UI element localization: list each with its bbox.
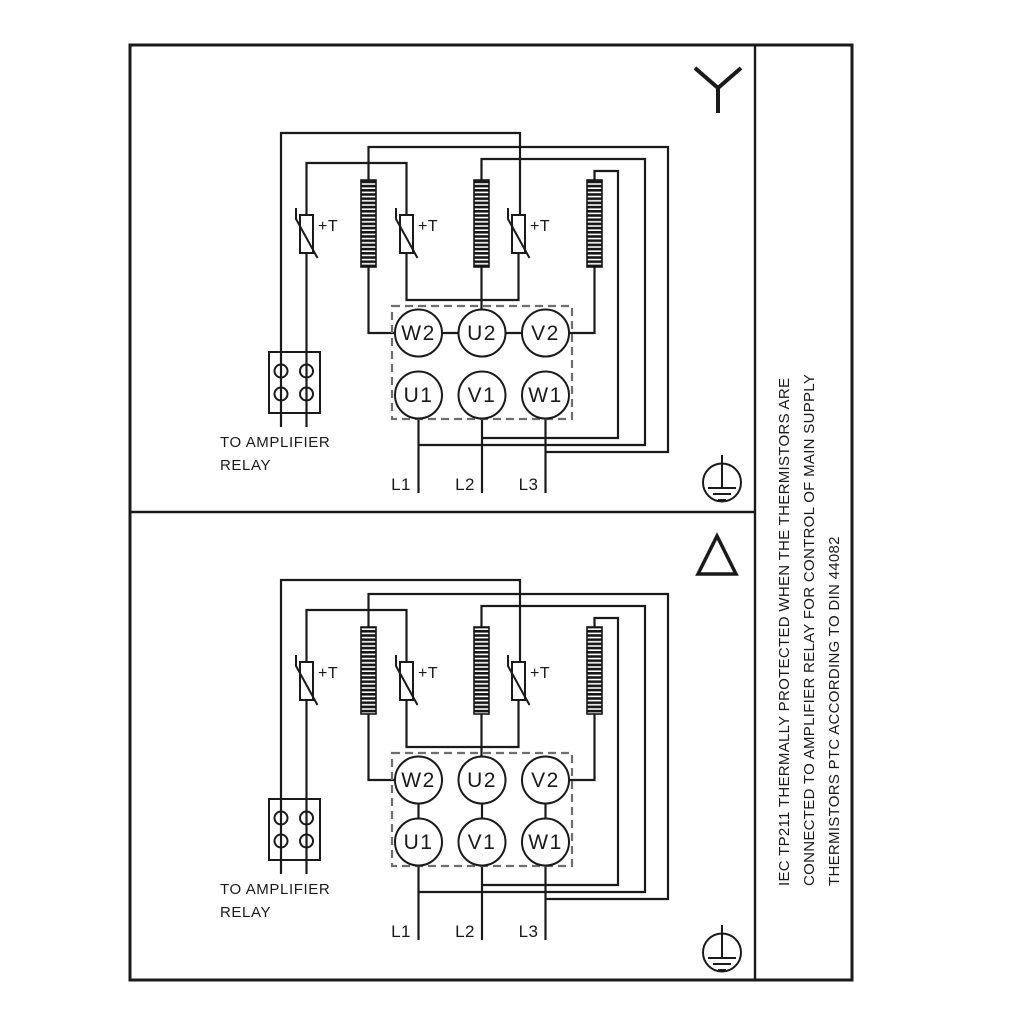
supply-line-label: L1 [391, 475, 411, 494]
thermistors [296, 208, 550, 258]
motor-winding-coils [361, 180, 602, 267]
thermistor-symbol [296, 208, 318, 258]
thermistor-label: +T [318, 665, 339, 682]
supply-line-label: L3 [518, 922, 539, 941]
side-note-line1: IEC TP211 THERMALLY PROTECTED WHEN THE THERMISTORS ARE [776, 377, 793, 886]
earth-ground-icon [703, 925, 741, 972]
thermistor-label: +T [530, 665, 551, 682]
star-connection-icon [695, 68, 741, 113]
terminal-label: W1 [528, 384, 563, 407]
terminal-label: W2 [401, 322, 436, 345]
winding-coil [587, 627, 602, 714]
winding-coil [474, 180, 489, 267]
earth-ground-icon [703, 455, 741, 502]
star-panel [220, 68, 741, 502]
terminal-label: U2 [467, 322, 497, 345]
side-note-line3: THERMISTORS PTC ACCORDING TO DIN 44082 [826, 536, 843, 886]
terminal-label: V2 [531, 322, 560, 345]
terminal-label: U1 [403, 384, 434, 407]
delta-panel [220, 536, 741, 972]
supply-line-label: L2 [455, 475, 475, 494]
terminal-label: V1 [467, 831, 497, 854]
supply-line-label: L3 [518, 475, 539, 494]
supply-line-label: L2 [455, 922, 475, 941]
thermistors [296, 655, 550, 705]
thermistor-symbol [396, 655, 418, 705]
relay-caption-line2: RELAY [220, 457, 272, 474]
thermistor-label: +T [418, 218, 439, 235]
relay-caption-line1: TO AMPLIFIER [220, 434, 331, 451]
terminal-label: W2 [401, 769, 436, 792]
relay-caption-line2: RELAY [220, 904, 272, 921]
winding-coil [361, 180, 376, 267]
thermistor-symbol [296, 655, 318, 705]
delta-bridges [419, 804, 546, 819]
terminal-label: U2 [467, 769, 497, 792]
winding-coil [474, 627, 489, 714]
supply-line-label: L1 [391, 922, 411, 941]
winding-coil [587, 180, 602, 267]
terminal-label: U1 [403, 831, 434, 854]
thermistor-label: +T [418, 665, 439, 682]
motor-winding-coils [361, 627, 602, 714]
thermistor-symbol [508, 655, 530, 705]
terminal-label: V1 [467, 384, 497, 407]
delta-connection-icon [698, 536, 736, 574]
thermistor-label: +T [530, 218, 551, 235]
terminal-label: W1 [528, 831, 563, 854]
relay-caption-line1: TO AMPLIFIER [220, 881, 331, 898]
amplifier-relay-terminals [269, 352, 320, 413]
amplifier-relay-terminals [269, 799, 320, 860]
side-note [776, 374, 843, 886]
thermistor-label: +T [318, 218, 339, 235]
side-note-line2: CONNECTED TO AMPLIFIER RELAY FOR CONTROL OF MAIN SUPPLY [801, 373, 818, 886]
thermistor-symbol [396, 208, 418, 258]
thermistor-symbol [508, 208, 530, 258]
terminal-block [392, 306, 572, 419]
winding-coil [361, 627, 376, 714]
terminal-label: V2 [531, 769, 560, 792]
